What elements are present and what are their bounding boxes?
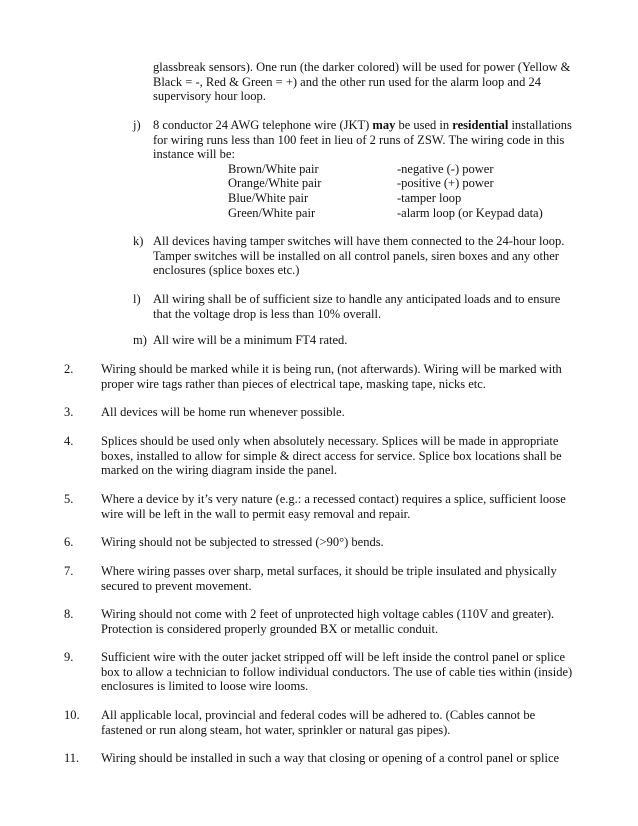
item-8-number: 8. <box>64 607 74 621</box>
item-10-number: 10. <box>64 708 80 722</box>
item-7-number: 7. <box>64 564 74 578</box>
text-line: All wire will be a minimum FT4 rated. <box>153 333 348 347</box>
text-line: Where wiring passes over sharp, metal surfaces, it should be triple insulated and physically <box>101 564 557 578</box>
text-line: Where a device by it’s very nature (e.g.: a recessed contact) requires a splice, sufficient loose <box>101 492 566 506</box>
item-6-text <box>101 535 581 550</box>
emphasis-may: may <box>372 118 396 132</box>
emphasis-residential: residential <box>452 118 509 132</box>
text-line: Sufficient wire with the outer jacket stripped off will be left inside the control panel or splice <box>101 650 565 664</box>
wire-function: -negative (-) power <box>397 161 494 176</box>
sub-item-m-text <box>153 333 593 348</box>
text-line: Wiring should be installed in such a way that closing or opening of a control panel or splice <box>101 751 560 765</box>
item-3-number: 3. <box>64 405 74 419</box>
text-line: Wiring should not come with 2 feet of unprotected high voltage cables (110V and greater). <box>101 607 555 621</box>
wire-function: -tamper loop <box>397 190 462 205</box>
item-9-text <box>101 650 581 694</box>
sub-item-k-text <box>153 234 593 278</box>
item-3-text <box>101 405 581 420</box>
text-line: fastened or run along steam, hot water, sprinkler or natural gas pipes). <box>101 722 451 737</box>
text-line: glassbreak sensors). One run (the darker colored) will be used for power (Yellow & <box>153 60 571 74</box>
text-line: wire will be left in the wall to permit easy removal and repair. <box>101 506 411 521</box>
sub-item-l-letter: l) <box>133 292 141 306</box>
text-run: be used in <box>395 118 453 132</box>
text-line: enclosures is limited to loose wire looms. <box>101 679 309 694</box>
text-line: instance will be: <box>153 147 235 162</box>
wire-color: Brown/White pair <box>228 161 319 176</box>
text-line: Black = -, Red & Green = +) and the other run used for the alarm loop and 24 <box>153 74 542 89</box>
text-line: Splices should be used only when absolutely necessary. Splices will be made in appropriate <box>101 434 559 448</box>
item-11-text <box>101 751 581 766</box>
wire-function: -positive (+) power <box>397 176 494 191</box>
item-4-text <box>101 434 581 478</box>
item-7-text <box>101 564 581 593</box>
text-line: proper wire tags rather than pieces of electrical tape, masking tape, nicks etc. <box>101 376 486 391</box>
wire-color: Green/White pair <box>228 205 316 220</box>
text-line: Wiring should not be subjected to stressed (>90°) bends. <box>101 535 384 549</box>
text-line: supervisory hour loop. <box>153 89 266 104</box>
item-6-number: 6. <box>64 535 74 549</box>
text-line: marked on the wiring diagram inside the panel. <box>101 463 338 478</box>
text-run: 8 conductor 24 AWG telephone wire (JKT) <box>153 118 373 132</box>
text-line: enclosures (splice boxes etc.) <box>153 263 300 278</box>
text-line: Wiring should be marked while it is being run, (not afterwards). Wiring will be marked with <box>101 362 562 376</box>
item-2-number: 2. <box>64 362 74 376</box>
sub-item-j-letter: j) <box>133 118 141 132</box>
sub-item-k-letter: k) <box>133 234 144 248</box>
text-line: secured to prevent movement. <box>101 578 252 593</box>
item-10-text <box>101 708 581 737</box>
sub-item-l-text <box>153 292 593 321</box>
wire-function: -alarm loop (or Keypad data) <box>397 205 543 220</box>
text-line <box>153 118 593 133</box>
text-line: that the voltage drop is less than 10% overall. <box>153 306 382 321</box>
text-line: All devices will be home run whenever possible. <box>101 405 345 419</box>
text-line: Protection is considered properly grounded BX or metallic conduit. <box>101 621 439 636</box>
text-run: installations <box>508 118 572 132</box>
item-8-text <box>101 607 581 636</box>
item-4-number: 4. <box>64 434 74 448</box>
text-line: All wiring shall be of sufficient size to handle any anticipated loads and to ensure <box>153 292 561 306</box>
item-11-number: 11. <box>64 751 80 765</box>
text-line: All applicable local, provincial and federal codes will be adhered to. (Cables cannot be <box>101 708 536 722</box>
item-5-text <box>101 492 581 521</box>
text-line: for wiring runs less than 100 feet in lieu of 2 runs of ZSW. The wiring code in this <box>153 132 565 147</box>
text-line: box to allow a technician to follow individual conductors. The use of cable ties within (inside) <box>101 664 573 679</box>
text-line: All devices having tamper switches will have them connected to the 24-hour loop. <box>153 234 565 248</box>
wire-color: Blue/White pair <box>228 190 309 205</box>
sub-item-j-text <box>153 118 593 162</box>
item-9-number: 9. <box>64 650 74 664</box>
item-5-number: 5. <box>64 492 74 506</box>
sub-item-m-letter: m) <box>133 333 147 347</box>
text-line: Tamper switches will be installed on all control panels, siren boxes and any other <box>153 248 559 263</box>
item-2-text <box>101 362 581 391</box>
text-line: boxes, installed to allow for simple & direct access for service. Splice box locations shall be <box>101 448 562 463</box>
wire-color: Orange/White pair <box>228 176 322 191</box>
continuation-paragraph <box>153 60 593 104</box>
